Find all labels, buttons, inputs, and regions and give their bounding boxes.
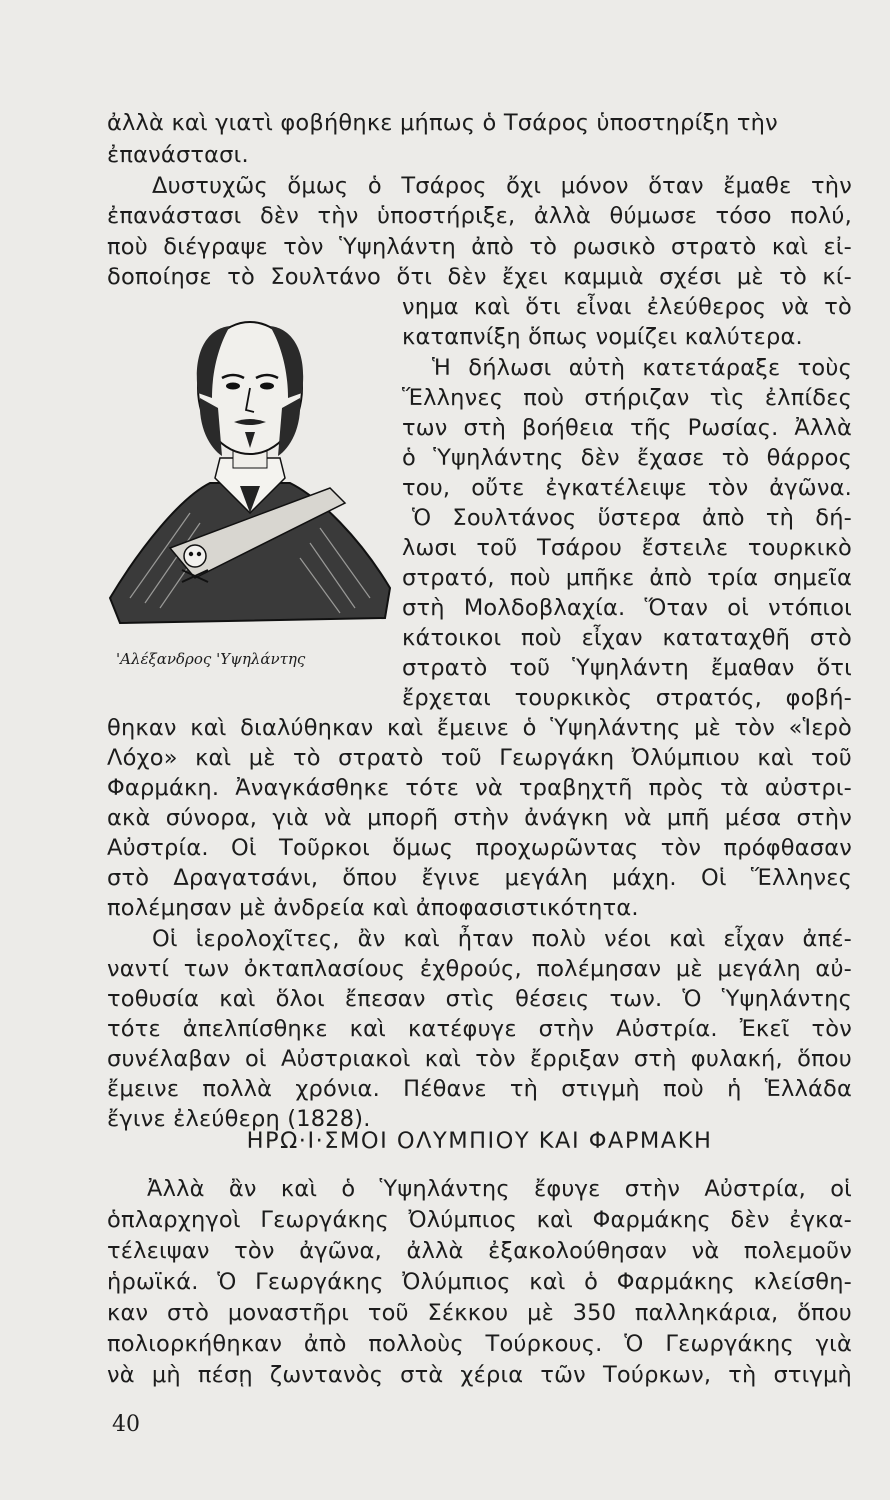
text-line: πολιορκήθηκαν ἀπὸ πολλοὺς Τούρκους. Ὁ Γεωργάκης γιὰ (107, 1331, 852, 1357)
text-line: δοποίησε τὸ Σουλτάνο ὅτι δὲν ἔχει καμμιὰ σχέσι μὲ τὸ κί- (107, 264, 852, 290)
text-line: ἔρχεται τουρκικὸς στρατός, φοβή- (402, 685, 852, 711)
text-line: κάτοικοι ποὺ εἶχαν καταταχθῆ στὸ (402, 625, 852, 651)
text-line: τοθυσία καὶ ὅλοι ἔπεσαν στὶς θέσεις των. Ὁ Ὑψηλάντης (107, 986, 852, 1012)
text-line: Ἕλληνες ποὺ στήριζαν τὶς ἐλπίδες (402, 385, 852, 411)
text-line: ποὺ διέγραψε τὸν Ὑψηλάντη ἀπὸ τὸ ρωσικὸ στρατὸ καὶ εἰ- (107, 234, 852, 260)
text-line: πολέμησαν μὲ ἀνδρεία καὶ ἀποφασιστικότητα. (107, 895, 639, 921)
text-line: συνέλαβαν οἱ Αὐστριακοὶ καὶ τὸν ἔρριξαν στὴ φυλακή, ὅπου (107, 1046, 852, 1072)
text-line: του, οὔτε ἐγκατέλειψε τὸν ἀγῶνα. (402, 475, 852, 501)
text-line: νημα καὶ ὅτι εἶναι ἐλεύθερος νὰ τὸ (402, 294, 852, 320)
text-line: Οἱ ἱερολοχῖτες, ἂν καὶ ἦταν πολὺ νέοι καὶ εἶχαν ἀπέ- (152, 926, 852, 952)
text-line: ὁπλαρχηγοὶ Γεωργάκης Ὀλύμπιος καὶ Φαρμάκης δὲν ἐγκα- (107, 1207, 852, 1233)
text-line: ἔγινε ἐλεύθερη (1828). (107, 1106, 371, 1132)
text-line: ακὰ σύνορα, γιὰ νὰ μπορῆ στὴν ἀνάγκη νὰ μπῆ μέσα στὴν (107, 805, 852, 831)
text-line: νὰ μὴ πέσῃ ζωντανὸς στὰ χέρια τῶν Τούρκων, τὴ στιγμὴ (107, 1362, 852, 1388)
figure-caption: 'Αλέξανδρος 'Υψηλάντης (116, 650, 306, 668)
text-line: καταπνίξη ὅπως νομίζει καλύτερα. (402, 324, 803, 350)
text-line: λωσι τοῦ Τσάρου ἔστειλε τουρκικὸ (402, 535, 852, 561)
text-line: Ἡ δήλωσι αὐτὴ κατετάραξε τοὺς (432, 355, 852, 381)
text-line: ὁ Ὑψηλάντης δὲν ἔχασε τὸ θάρρος (402, 445, 852, 471)
text-line: ἡρωϊκά. Ὁ Γεωργάκης Ὀλύμπιος καὶ ὁ Φαρμάκης κλείσθη- (107, 1269, 852, 1295)
text-line: ἐπανάστασι. (107, 142, 249, 168)
text-line: ἀλλὰ καὶ γιατὶ φοβήθηκε μήπως ὁ Τσάρος ὑποστηρίξη τὴν (107, 110, 778, 136)
text-line: Λόχο» καὶ μὲ τὸ στρατὸ τοῦ Γεωργάκη Ὀλύμπιου καὶ τοῦ (107, 745, 852, 771)
text-line: θηκαν καὶ διαλύθηκαν καὶ ἔμεινε ὁ Ὑψηλάντης μὲ τὸν «Ἱερὸ (107, 715, 852, 741)
text-line: στρατό, ποὺ μπῆκε ἀπὸ τρία σημεῖα (402, 565, 852, 591)
section-heading: ΗΡΩ·Ι·ΣΜΟΙ ΟΛΥΜΠΙΟΥ ΚΑΙ ΦΑΡΜΑΚΗ (246, 1128, 713, 1154)
text-line: ἐπανάστασι δὲν τὴν ὑποστήριξε, ἀλλὰ θύμωσε τόσο πολύ, (107, 203, 852, 229)
text-line: τέλειψαν τὸν ἀγῶνα, ἀλλὰ ἐξακολούθησαν νὰ πολεμοῦν (107, 1238, 852, 1264)
text-line: στὴ Μολδοβλαχία. Ὅταν οἱ ντόπιοι (402, 595, 852, 621)
text-line: Ὁ Σουλτάνος ὕστερα ἀπὸ τὴ δή- (412, 505, 852, 531)
portrait-illustration (100, 298, 400, 638)
text-line: τότε ἀπελπίσθηκε καὶ κατέφυγε στὴν Αὐστρία. Ἐκεῖ τὸν (107, 1016, 852, 1042)
text-line: καν στὸ μοναστῆρι τοῦ Σέκκου μὲ 350 παλληκάρια, ὅπου (107, 1300, 852, 1326)
text-line: στρατὸ τοῦ Ὑψηλάντη ἔμαθαν ὅτι (402, 655, 852, 681)
text-line: Δυστυχῶς ὅμως ὁ Τσάρος ὄχι μόνον ὅταν ἔμαθε τὴν (152, 173, 852, 199)
text-line: Ἀλλὰ ἂν καὶ ὁ Ὑψηλάντης ἔφυγε στὴν Αὐστρία, οἱ (147, 1176, 852, 1202)
text-line: Αὐστρία. Οἱ Τοῦρκοι ὅμως προχωρῶντας τὸν πρόφθασαν (107, 835, 852, 861)
text-line: στὸ Δραγατσάνι, ὅπου ἔγινε μεγάλη μάχη. Οἱ Ἕλληνες (107, 865, 852, 891)
text-line: Φαρμάκη. Ἀναγκάσθηκε τότε νὰ τραβηχτῆ πρὸς τὰ αὐστρι- (107, 775, 852, 801)
text-line: ναντί των ὀκταπλασίους ἐχθρούς, πολέμησαν μὲ μεγάλη αὐ- (107, 956, 852, 982)
text-line: ἔμεινε πολλὰ χρόνια. Πέθανε τὴ στιγμὴ ποὺ ἡ Ἑλλάδα (107, 1076, 852, 1102)
page-number: 40 (112, 1412, 140, 1437)
text-line: των στὴ βοήθεια τῆς Ρωσίας. Ἀλλὰ (402, 415, 852, 441)
